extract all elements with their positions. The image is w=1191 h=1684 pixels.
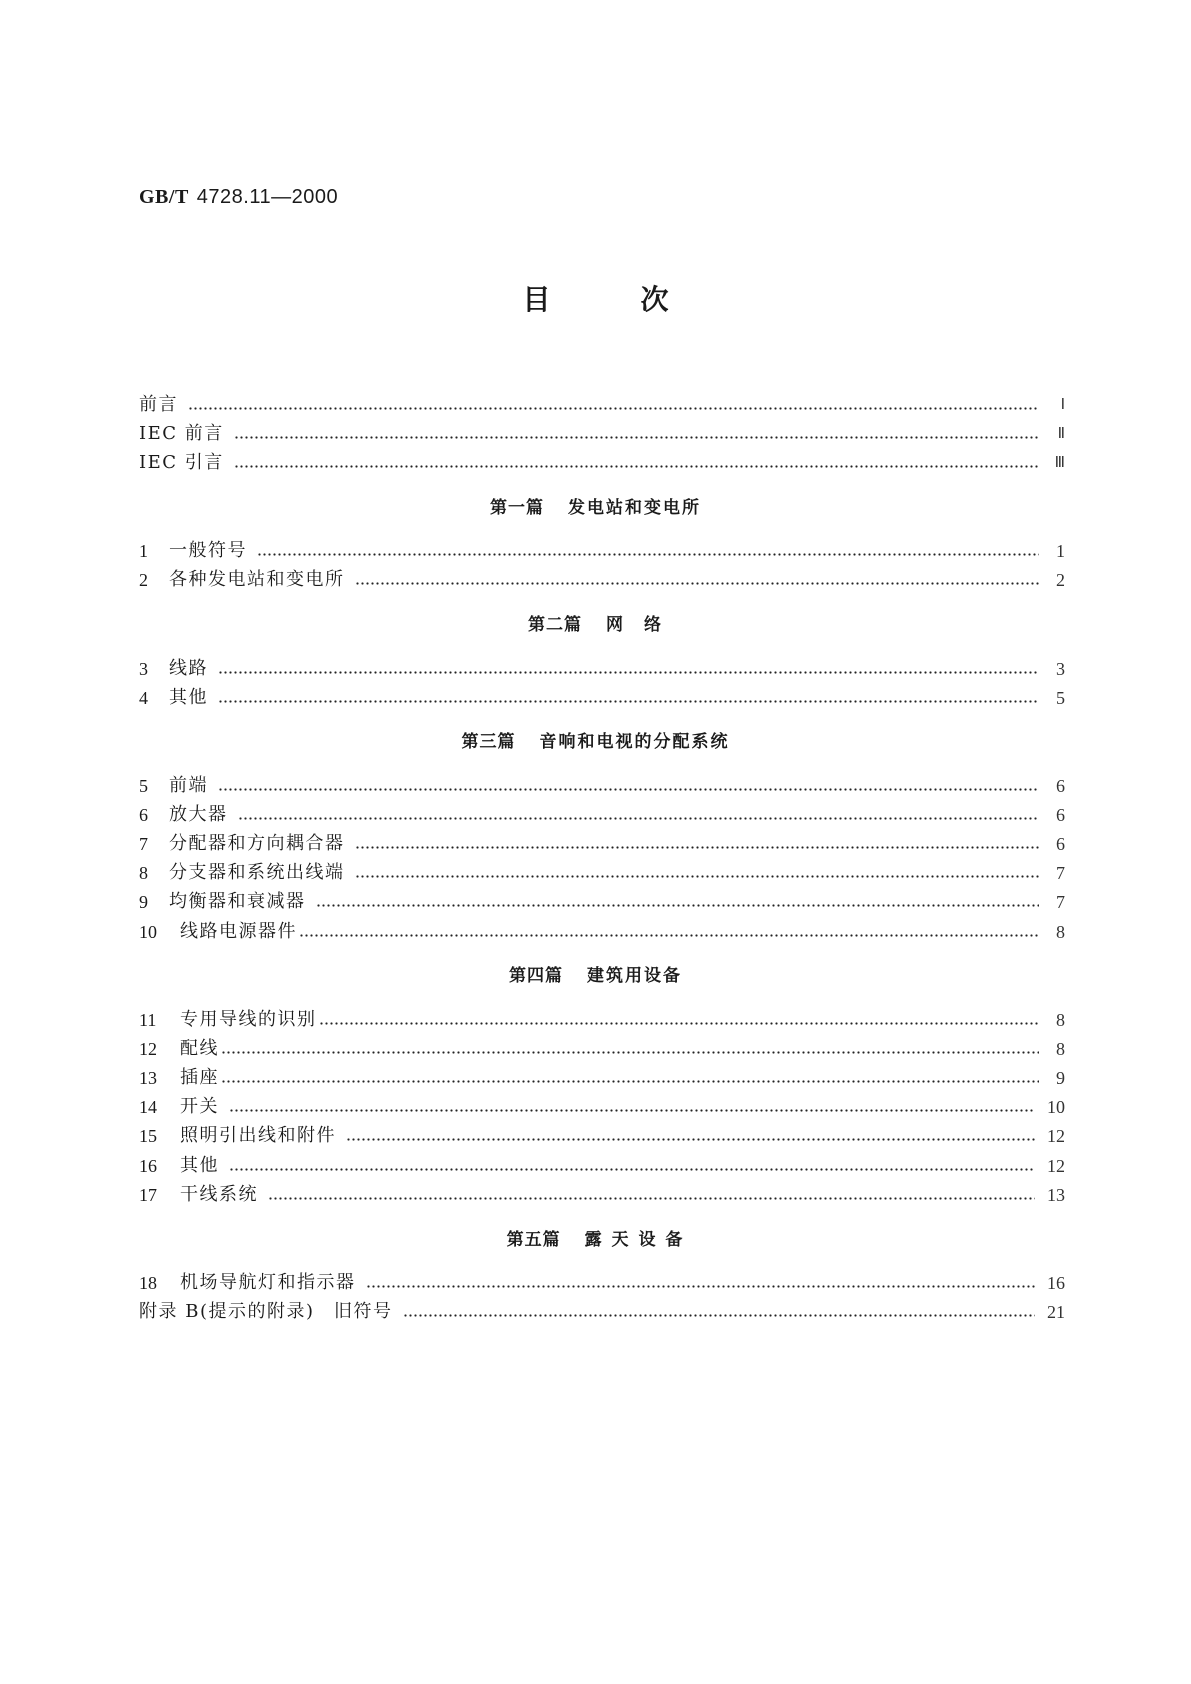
toc-entry-text: 前言 [139, 394, 178, 415]
toc-page-number: Ⅱ [1057, 426, 1065, 442]
toc-entry-text: 一般符号 [169, 540, 247, 561]
toc-page-number: 10 [1047, 1097, 1065, 1117]
toc-entry-17[interactable] [139, 1181, 1065, 1209]
toc-page-number: 9 [1056, 1068, 1065, 1088]
toc-page-number: 21 [1047, 1302, 1065, 1322]
part-title: 建筑用设备 [587, 966, 682, 986]
dot-leader [238, 817, 1040, 820]
toc-page-number: 8 [1056, 1010, 1065, 1030]
toc-entry-text: 干线系统 [180, 1184, 258, 1205]
toc-page-number: 7 [1056, 863, 1065, 883]
toc-page-number: 6 [1056, 805, 1065, 825]
dot-leader [257, 553, 1039, 556]
toc-entry-4[interactable] [139, 684, 1065, 712]
part-title: 发电站和变电所 [568, 498, 701, 518]
dot-leader [218, 788, 1039, 791]
toc-entry-number: 14 [139, 1097, 157, 1117]
toc-entry-text: 插座 [180, 1067, 219, 1088]
toc-entry-9[interactable] [139, 888, 1065, 916]
toc-entry-number: 16 [139, 1156, 157, 1176]
toc-entry-number: 13 [139, 1068, 157, 1088]
toc-page-number: 8 [1056, 922, 1065, 942]
dot-leader [316, 904, 1040, 907]
part-title: 网 络 [606, 615, 663, 635]
toc-entry-text: 前端 [169, 775, 208, 796]
toc-page-number: 5 [1056, 688, 1065, 708]
toc-entry-number: 10 [139, 922, 157, 942]
toc-entry-number: 2 [139, 570, 148, 590]
standard-code [139, 186, 338, 209]
toc-entry-number: 5 [139, 776, 148, 796]
toc-page-number: 3 [1056, 659, 1065, 679]
toc-page-number: 7 [1056, 892, 1065, 912]
toc-entry-number: 9 [139, 892, 148, 912]
toc-entry-number: 6 [139, 805, 148, 825]
part-heading-3 [0, 727, 1191, 757]
toc-entry-11[interactable] [139, 1006, 1065, 1034]
toc-entry-number: 18 [139, 1273, 157, 1293]
part-number: 第五篇 [506, 1230, 561, 1250]
part-number: 第二篇 [528, 615, 582, 635]
dot-leader [218, 700, 1039, 703]
dot-leader [218, 671, 1039, 674]
toc-entry-number: 8 [139, 863, 148, 883]
dot-leader [229, 1168, 1035, 1171]
toc-entry-number: 1 [139, 541, 148, 561]
toc-entry-14[interactable] [139, 1093, 1065, 1121]
standard-number: 4728.11—2000 [196, 186, 339, 208]
toc-entry-text: IEC 前言 [139, 423, 224, 444]
part-title: 露 天 设 备 [584, 1230, 685, 1250]
dot-leader [355, 582, 1040, 585]
toc-entry-number: 7 [139, 834, 148, 854]
standard-prefix: GB/T [139, 186, 189, 208]
toc-entry-number: 15 [139, 1126, 157, 1146]
toc-entry-text: 各种发电站和变电所 [169, 569, 345, 590]
dot-leader [355, 846, 1040, 849]
part-heading-4 [0, 961, 1191, 991]
toc-entry-6[interactable] [139, 801, 1065, 829]
toc-entry-number: 17 [139, 1185, 157, 1205]
dot-leader [319, 1022, 1040, 1025]
toc-page-number: 8 [1056, 1039, 1065, 1059]
toc-page-number: 2 [1056, 570, 1065, 590]
toc-entry-appendix-b[interactable] [139, 1298, 1065, 1326]
page-title [0, 280, 1191, 320]
part-heading-5 [0, 1225, 1191, 1255]
title-char-1: 目 [522, 283, 551, 316]
toc-entry-preface[interactable] [139, 391, 1065, 419]
toc-entry-12[interactable] [139, 1035, 1065, 1063]
dot-leader [221, 1051, 1039, 1054]
toc-entry-text: 线路电源器件 [180, 921, 297, 942]
toc-page-number: 6 [1056, 834, 1065, 854]
toc-entry-text: 照明引出线和附件 [180, 1125, 336, 1146]
toc-entry-10[interactable] [139, 918, 1065, 946]
toc-entry-18[interactable] [139, 1269, 1065, 1297]
part-heading-1 [0, 493, 1191, 523]
toc-page-number: Ⅰ [1060, 397, 1065, 413]
dot-leader [234, 465, 1039, 468]
toc-entry-text: 其他 [180, 1155, 219, 1176]
toc-entry-text: 机场导航灯和指示器 [180, 1272, 356, 1293]
dot-leader [346, 1138, 1035, 1141]
dot-leader [268, 1197, 1035, 1200]
dot-leader [221, 1080, 1039, 1083]
toc-entry-text: IEC 引言 [139, 452, 224, 473]
dot-leader [234, 436, 1039, 439]
toc-entry-text: 分配器和方向耦合器 [169, 833, 345, 854]
part-title: 音响和电视的分配系统 [539, 732, 730, 752]
dot-leader [366, 1285, 1036, 1288]
part-number: 第三篇 [461, 732, 516, 752]
toc-entry-8[interactable] [139, 859, 1065, 887]
toc-entry-number: 4 [139, 688, 148, 708]
toc-entry-5[interactable] [139, 772, 1065, 800]
dot-leader [355, 875, 1040, 878]
toc-page-number: 1 [1056, 541, 1065, 561]
toc-page-number: 12 [1047, 1156, 1065, 1176]
toc-entry-1[interactable] [139, 537, 1065, 565]
toc-page-number: 13 [1047, 1185, 1065, 1205]
toc-entry-text: 放大器 [169, 804, 228, 825]
dot-leader [299, 934, 1039, 937]
toc-entry-text: 线路 [169, 658, 208, 679]
toc-entry-7[interactable] [139, 830, 1065, 858]
dot-leader [188, 407, 1039, 410]
toc-entry-number: 3 [139, 659, 148, 679]
toc-entry-text: 开关 [180, 1096, 219, 1117]
toc-entry-iec-introduction[interactable] [139, 449, 1065, 477]
toc-entry-text: 分支器和系统出线端 [169, 862, 345, 883]
dot-leader [229, 1109, 1035, 1112]
toc-page-number: 6 [1056, 776, 1065, 796]
toc-entry-number: 11 [139, 1010, 157, 1030]
toc-entry-text: 其他 [169, 687, 208, 708]
toc-entry-15[interactable] [139, 1122, 1065, 1150]
toc-entry-2[interactable] [139, 566, 1065, 594]
toc-entry-text: 均衡器和衰减器 [169, 891, 306, 912]
toc-entry-13[interactable] [139, 1064, 1065, 1092]
toc-page-number: Ⅲ [1054, 455, 1065, 471]
toc-entry-number: 12 [139, 1039, 157, 1059]
toc-page-number: 16 [1047, 1273, 1065, 1293]
part-heading-2 [0, 610, 1191, 640]
toc-entry-iec-preface[interactable] [139, 420, 1065, 448]
toc-entry-text: 专用导线的识别 [180, 1009, 317, 1030]
toc-entry-16[interactable] [139, 1152, 1065, 1180]
toc-entry-3[interactable] [139, 655, 1065, 683]
title-char-2: 次 [640, 283, 669, 316]
dot-leader [403, 1314, 1036, 1317]
part-number: 第四篇 [509, 966, 563, 986]
toc-page-number: 12 [1047, 1126, 1065, 1146]
toc-entry-text: 配线 [180, 1038, 219, 1059]
toc-entry-text: 附录 B(提示的附录) 旧符号 [139, 1301, 393, 1322]
part-number: 第一篇 [490, 498, 544, 518]
